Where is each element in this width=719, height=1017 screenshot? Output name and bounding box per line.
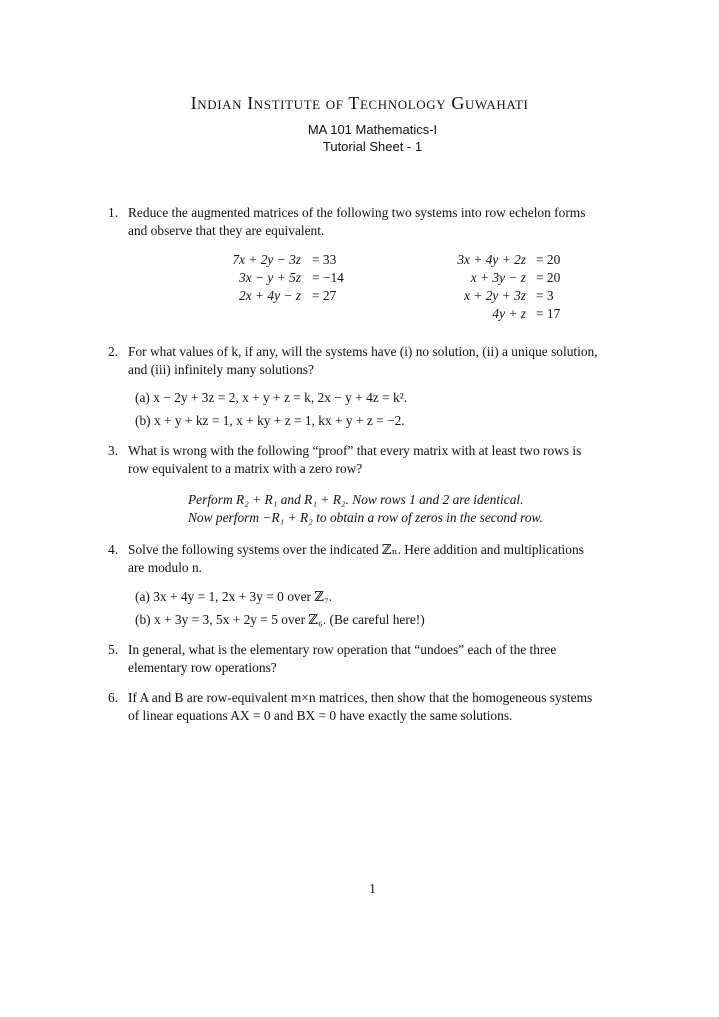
question-1-number: 1. bbox=[108, 205, 119, 220]
system-right-lhs-3: x + 2y + 3z bbox=[464, 288, 526, 303]
question-5-number: 5. bbox=[108, 642, 119, 657]
system-left-lhs-3: 2x + 4y − z bbox=[239, 288, 301, 303]
question-2-number: 2. bbox=[108, 344, 119, 359]
question-3-line-2: row equivalent to a matrix with a zero row? bbox=[128, 461, 363, 476]
system-right-rhs-4: = 17 bbox=[536, 306, 561, 321]
question-1-line-2: and observe that they are equivalent. bbox=[128, 223, 325, 238]
question-5-line-1: In general, what is the elementary row operation that “undoes” each of the three bbox=[128, 642, 557, 657]
question-2-line-2: and (iii) infinitely many solutions? bbox=[128, 362, 314, 377]
system-right-rhs-3: = 3 bbox=[536, 288, 554, 303]
system-right-lhs-4: 4y + z bbox=[492, 306, 526, 321]
system-left-lhs-2: 3x − y + 5z bbox=[239, 270, 301, 285]
question-1-line-1: Reduce the augmented matrices of the following two systems into row echelon forms bbox=[128, 205, 586, 220]
question-6-line-2: of linear equations AX = 0 and BX = 0 have exactly the same solutions. bbox=[128, 708, 513, 723]
question-4-line-1: Solve the following systems over the indicated ℤₙ. Here addition and multiplications bbox=[128, 542, 584, 557]
system-right-lhs-1: 3x + 4y + 2z bbox=[457, 252, 526, 267]
question-4-number: 4. bbox=[108, 542, 119, 557]
question-4-line-2: are modulo n. bbox=[128, 560, 203, 575]
course-title: MA 101 Mathematics-I bbox=[307, 122, 438, 137]
question-4-part-a: (a) 3x + 4y = 1, 2x + 3y = 0 over ℤ₇. bbox=[135, 589, 333, 604]
system-right-rhs-1: = 20 bbox=[536, 252, 561, 267]
proof-line-2: Now perform −R₁ + R₂ to obtain a row of zeros in the second row. bbox=[188, 510, 543, 525]
question-2-line-1: For what values of k, if any, will the systems have (i) no solution, (ii) a unique solution, bbox=[128, 344, 598, 359]
page-number: 1 bbox=[369, 881, 376, 896]
question-5-line-2: elementary row operations? bbox=[128, 660, 277, 675]
question-2-part-a: (a) x − 2y + 3z = 2, x + y + z = k, 2x − y + 4z = k². bbox=[135, 390, 408, 405]
system-left-rhs-2: = −14 bbox=[312, 270, 344, 285]
question-4-part-b: (b) x + 3y = 3, 5x + 2y = 5 over ℤ₆. (Be careful here!) bbox=[135, 612, 425, 627]
question-3-line-1: What is wrong with the following “proof” that every matrix with at least two rows is bbox=[128, 443, 582, 458]
question-6-number: 6. bbox=[108, 690, 119, 705]
system-left-rhs-3: = 27 bbox=[312, 288, 337, 303]
proof-line-1: Perform R₂ + R₁ and R₁ + R₂. Now rows 1 and 2 are identical. bbox=[188, 492, 524, 507]
question-2-part-b: (b) x + y + kz = 1, x + ky + z = 1, kx + y + z = −2. bbox=[135, 413, 405, 428]
sheet-title: Tutorial Sheet - 1 bbox=[322, 139, 423, 154]
system-right-lhs-2: x + 3y − z bbox=[470, 270, 526, 285]
question-6-line-1: If A and B are row-equivalent m×n matrices, then show that the homogeneous systems bbox=[128, 690, 593, 705]
system-right-rhs-2: = 20 bbox=[536, 270, 561, 285]
system-left-lhs-1: 7x + 2y − 3z bbox=[232, 252, 301, 267]
institute-title: Indian Institute of Technology Guwahati bbox=[190, 93, 529, 113]
question-3-number: 3. bbox=[108, 443, 119, 458]
system-left-rhs-1: = 33 bbox=[312, 252, 337, 267]
